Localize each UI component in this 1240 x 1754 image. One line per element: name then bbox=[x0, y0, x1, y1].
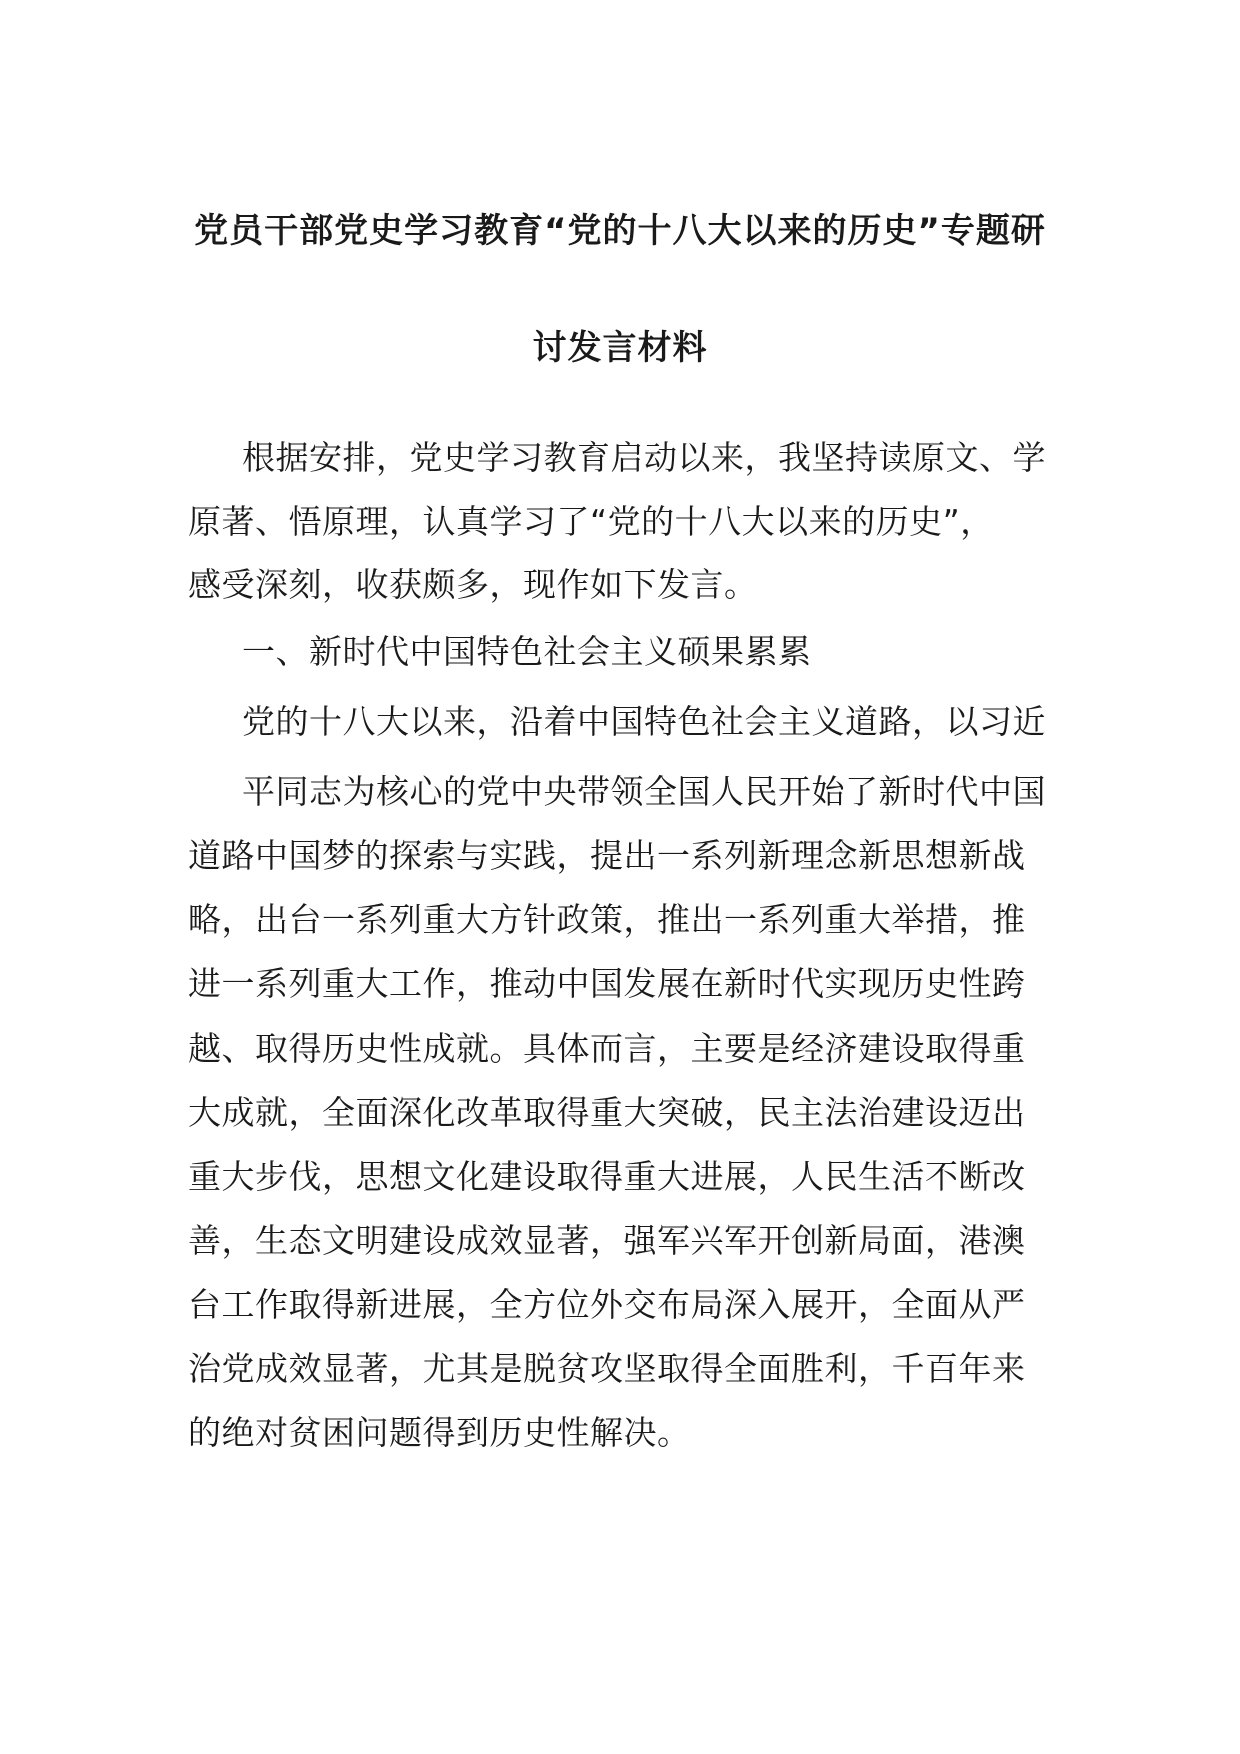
section-heading-1: 一、新时代中国特色社会主义硕果累累 bbox=[242, 632, 812, 671]
document-title-line-2: 讨发言材料 bbox=[532, 328, 708, 368]
paragraph-3-line-5: 越、取得历史性成就。具体而言，主要是经济建设取得重 bbox=[188, 1029, 1026, 1068]
paragraph-3-line-11: 的绝对贫困问题得到历史性解决。 bbox=[188, 1413, 691, 1452]
paragraph-1-line-2: 原著、悟原理，认真学习了“党的十八大以来的历史”， bbox=[188, 502, 994, 541]
paragraph-3-line-9: 台工作取得新进展，全方位外交布局深入展开，全面从严 bbox=[188, 1285, 1026, 1324]
paragraph-2-line-1: 党的十八大以来，沿着中国特色社会主义道路，以习近 bbox=[242, 702, 1046, 741]
paragraph-3-line-10: 治党成效显著，尤其是脱贫攻坚取得全面胜利，千百年来 bbox=[188, 1349, 1026, 1388]
paragraph-3-line-1: 平同志为核心的党中央带领全国人民开始了新时代中国 bbox=[242, 772, 1046, 811]
paragraph-3-line-7: 重大步伐，思想文化建设取得重大进展，人民生活不断改 bbox=[188, 1157, 1026, 1196]
document-title-line-1: 党员干部党史学习教育“党的十八大以来的历史”专题研 bbox=[194, 211, 1046, 251]
paragraph-3-line-2: 道路中国梦的探索与实践，提出一系列新理念新思想新战 bbox=[188, 836, 1026, 875]
paragraph-1-line-1: 根据安排，党史学习教育启动以来，我坚持读原文、学 bbox=[242, 438, 1046, 477]
paragraph-3-line-6: 大成就，全面深化改革取得重大突破，民主法治建设迈出 bbox=[188, 1093, 1026, 1132]
paragraph-3-line-4: 进一系列重大工作，推动中国发展在新时代实现历史性跨 bbox=[188, 964, 1026, 1003]
paragraph-3-line-8: 善，生态文明建设成效显著，强军兴军开创新局面，港澳 bbox=[188, 1221, 1026, 1260]
paragraph-1-line-3: 感受深刻，收获颇多，现作如下发言。 bbox=[188, 565, 758, 604]
paragraph-3-line-3: 略，出台一系列重大方针政策，推出一系列重大举措，推 bbox=[188, 900, 1026, 939]
